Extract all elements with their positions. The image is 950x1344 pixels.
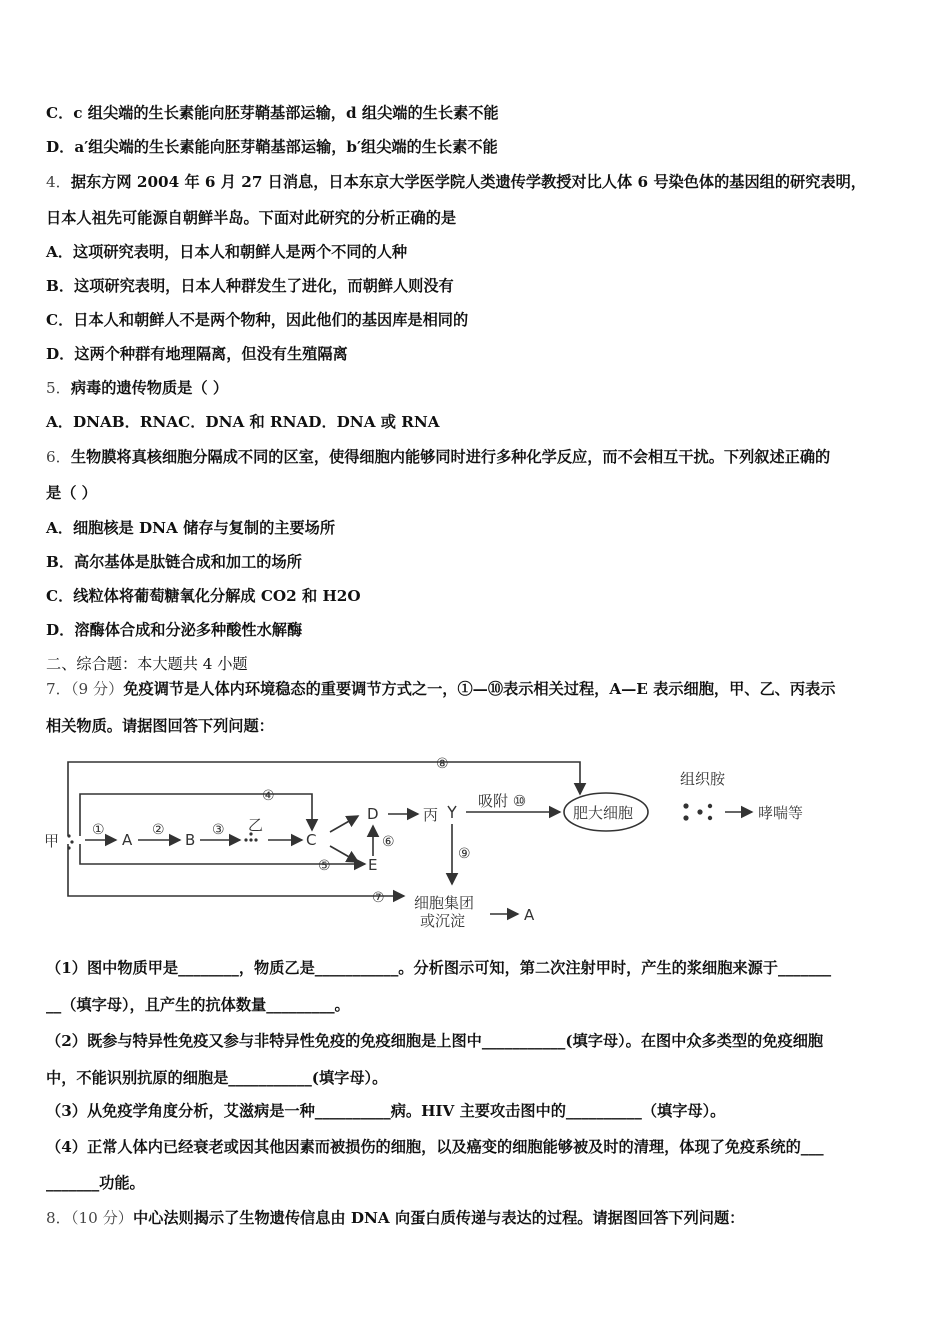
label-asthma: 哮喘等 — [758, 804, 804, 822]
circled-4: ④ — [262, 788, 275, 804]
label-e: E — [368, 856, 378, 874]
immune-process-diagram — [40, 748, 830, 938]
histamine-granules-icon — [683, 803, 712, 820]
q6-option-a: A．细胞核是 DNA 储存与复制的主要场所 — [46, 519, 336, 537]
q6-option-b: B．高尔基体是肽链合成和加工的场所 — [46, 553, 302, 571]
q4-option-b: B．这项研究表明，日本人种群发生了进化，而朝鲜人则没有 — [46, 277, 454, 295]
label-cluster-line2: 或沉淀 — [420, 912, 466, 930]
process-4-arrow — [80, 794, 312, 836]
circled-5: ⑤ — [318, 858, 331, 874]
q7-stem-line2: 相关物质。请据图回答下列问题： — [46, 717, 274, 735]
q4-option-c: C．日本人和朝鲜人不是两个物种，因此他们的基因库是相同的 — [46, 311, 469, 329]
q7-part1-line2: __（填字母），且产生的抗体数量_________。 — [46, 996, 350, 1014]
label-adsorb: 吸附 ⑩ — [478, 792, 527, 810]
circled-3: ③ — [212, 822, 225, 838]
q8-stem: 8．（10 分）中心法则揭示了生物遗传信息由 DNA 向蛋白质传递与表达的过程。请据图回答下列问题： — [46, 1209, 745, 1227]
circled-9: ⑨ — [458, 846, 471, 862]
q4-stem-line1: 4．据东方网 2004 年 6 月 27 日消息，日本东京大学医学院人类遗传学教授对比人体 6 号染色体的基因组的研究表明， — [46, 173, 866, 191]
label-histamine: 组织胺 — [680, 770, 726, 788]
q7-part4-line1: （4）正常人体内已经衰老或因其他因素而被损伤的细胞，以及癌变的细胞能够被及时的清理，体现了免疫系统的___ — [46, 1138, 824, 1156]
q6-stem-line2: 是（ ） — [46, 484, 97, 502]
circled-1: ① — [92, 822, 105, 838]
q7-stem-line1: 7．（9 分）免疫调节是人体内环境稳态的重要调节方式之一，①—⑩表示相关过程，A—E 表示细胞，甲、乙、丙表示 — [46, 680, 836, 698]
q4-stem-line2: 日本人祖先可能源自朝鲜半岛。下面对此研究的分析正确的是 — [46, 209, 457, 227]
label-a: A — [122, 831, 133, 849]
label-cluster-line1: 细胞集团 — [414, 894, 475, 912]
process-7-arrow — [68, 844, 404, 896]
label-b: B — [185, 831, 196, 849]
q7-part1-line1: （1）图中物质甲是________，物质乙是___________。分析图示可知，第二次注射甲时，产生的浆细胞来源于_______ — [46, 959, 832, 977]
q7-part2-line2: 中，不能识别抗原的细胞是___________(填字母）。 — [46, 1069, 388, 1087]
label-d: D — [367, 805, 379, 823]
q5-stem: 5．病毒的遗传物质是（ ） — [46, 379, 229, 397]
section-heading: 二、综合题：本大题共 4 小题 — [46, 655, 248, 673]
label-bing: 丙 — [423, 806, 439, 824]
label-c: C — [306, 831, 317, 849]
circled-6: ⑥ — [382, 834, 395, 850]
c-to-d-arrow — [330, 816, 358, 832]
q4-option-d: D．这两个种群有地理隔离，但没有生殖隔离 — [46, 345, 348, 363]
q4-option-a: A．这项研究表明，日本人和朝鲜人是两个不同的人种 — [46, 243, 408, 261]
c-to-e-arrow — [330, 846, 358, 862]
q7-part2-line1: （2）既参与特异性免疫又参与非特异性免疫的免疫细胞是上图中___________(填字母）。在图中众多类型的免疫细胞 — [46, 1032, 824, 1050]
q6-option-c: C．线粒体将葡萄糖氧化分解成 CO2 和 H2O — [46, 587, 361, 605]
q7-part3: （3）从免疫学角度分析，艾滋病是一种__________病。HIV 主要攻击图中的__________（填字母）。 — [46, 1102, 726, 1120]
q3-option-d: D．a′组尖端的生长素能向胚芽鞘基部运输，b′组尖端的生长素不能 — [46, 138, 498, 156]
label-mast-cell: 肥大细胞 — [573, 804, 634, 822]
q6-stem-line1: 6．生物膜将真核细胞分隔成不同的区室，使得细胞内能够同时进行多种化学反应，而不会相互干扰。下列叙述正确的 — [46, 448, 831, 466]
circled-2: ② — [152, 822, 165, 838]
q3-option-c: C．c 组尖端的生长素能向胚芽鞘基部运输，d 组尖端的生长素不能 — [46, 104, 499, 122]
label-a-final: A — [524, 906, 535, 924]
q5-options: A．DNAB．RNAC．DNA 和 RNAD．DNA 或 RNA — [46, 413, 440, 431]
label-yi: 乙 — [248, 816, 264, 834]
q7-part4-line2: _______功能。 — [46, 1174, 145, 1192]
circled-8: ⑧ — [436, 756, 449, 772]
circled-7: ⑦ — [372, 890, 385, 906]
label-jia: 甲 — [44, 832, 60, 850]
q6-option-d: D．溶酶体合成和分泌多种酸性水解酶 — [46, 621, 303, 639]
